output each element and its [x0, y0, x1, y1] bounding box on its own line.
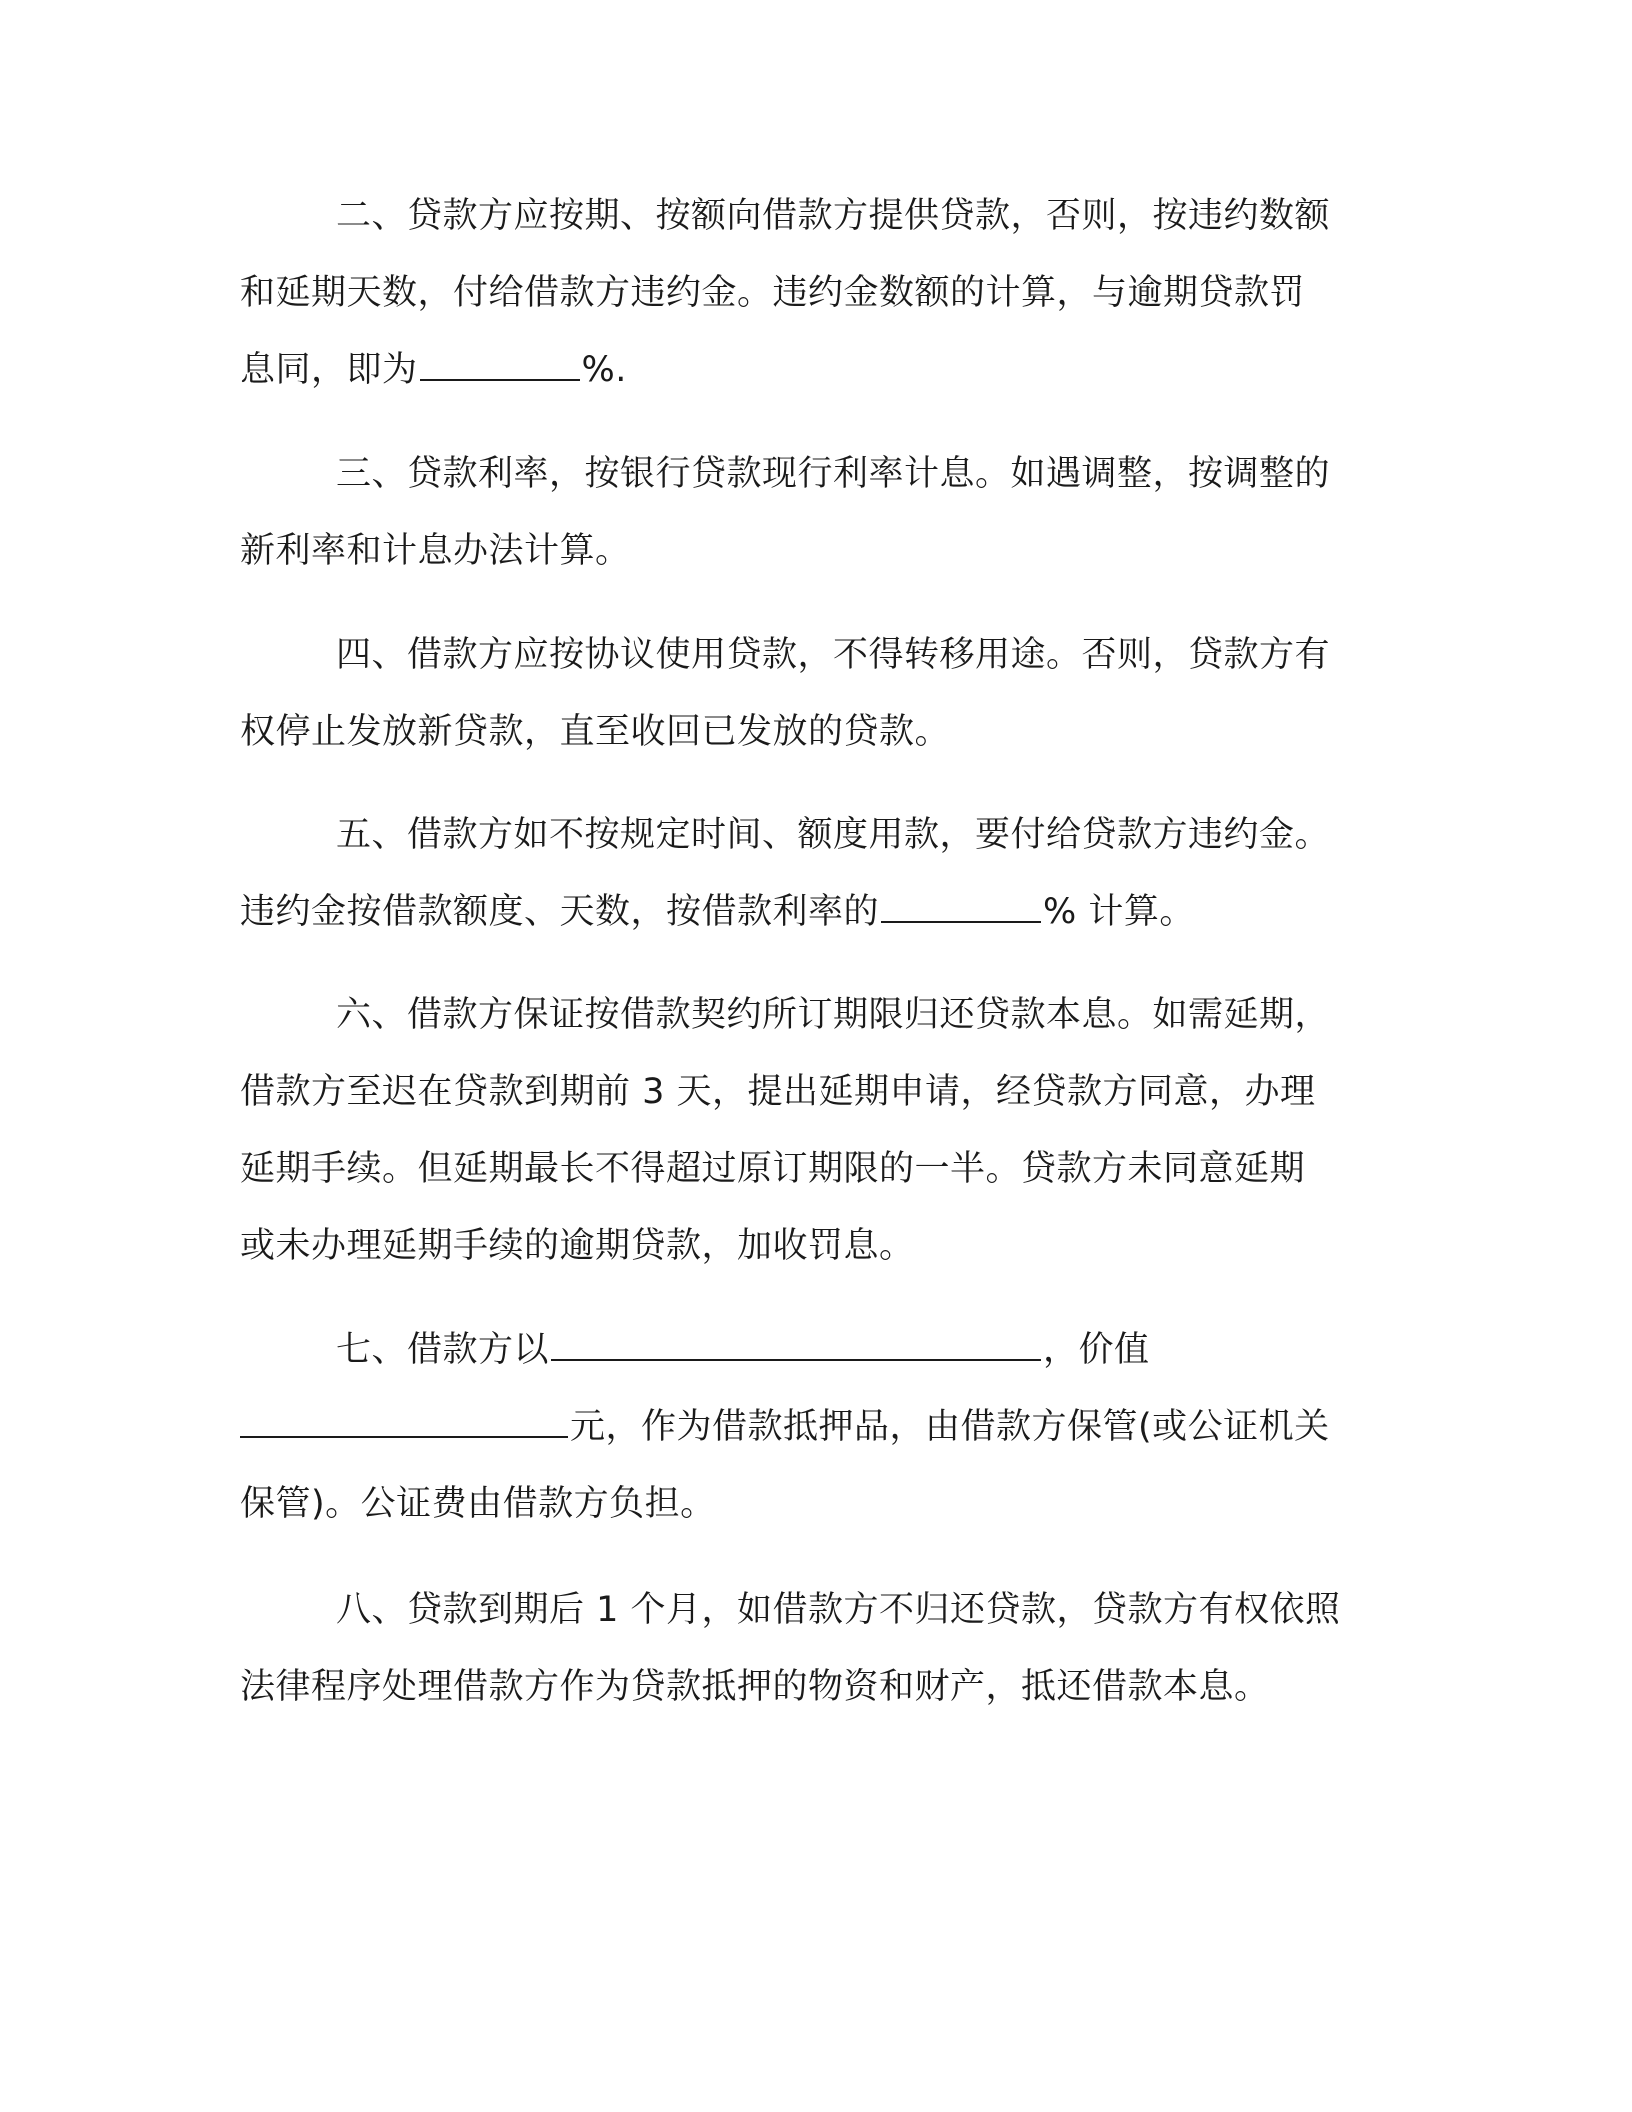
clause-2-line-3-text: 息同，即为 — [240, 350, 418, 390]
clause-7-line-2 — [240, 1389, 1380, 1466]
clause-7-line-1-suffix: ，价值 — [1043, 1330, 1150, 1370]
clause-5-line-2-suffix: % 计算。 — [1043, 892, 1195, 932]
clause-7-line-2-text: 元，作为借款抵押品，由借款方保管(或公证机关 — [570, 1407, 1330, 1447]
clause-3-line-1: 三、贷款利率，按银行贷款现行利率计息。如遇调整，按调整的 — [336, 454, 1331, 494]
clause-8 — [240, 1572, 1380, 1726]
clause-5-line-2-text: 违约金按借款额度、天数，按借款利率的 — [240, 892, 880, 932]
clause-6-line-4: 或未办理延期手续的逾期贷款，加收罚息。 — [240, 1226, 915, 1266]
clause-3 — [240, 436, 1380, 590]
collateral-blank[interactable] — [551, 1329, 1041, 1361]
clause-7-line-3: 保管)。公证费由借款方负担。 — [240, 1484, 716, 1524]
clause-2-line-3 — [240, 332, 1380, 409]
clause-6 — [240, 977, 1380, 1285]
clause-7-line-1-text: 七、借款方以 — [336, 1330, 550, 1370]
clause-5-line-1: 五、借款方如不按规定时间、额度用款，要付给贷款方违约金。 — [336, 815, 1331, 855]
clause-6-line-2: 借款方至迟在贷款到期前 3 天，提出延期申请，经贷款方同意，办理 — [240, 1072, 1316, 1112]
clause-7 — [240, 1312, 1380, 1543]
clause-8-line-2: 法律程序处理借款方作为贷款抵押的物资和财产，抵还借款本息。 — [240, 1667, 1270, 1707]
clause-6-line-1: 六、借款方保证按借款契约所订期限归还贷款本息。如需延期， — [336, 995, 1331, 1035]
clause-5 — [240, 797, 1380, 951]
clause-2-line-2: 和延期天数，付给借款方违约金。违约金数额的计算，与逾期贷款罚 — [240, 273, 1306, 313]
clause-4 — [240, 617, 1380, 771]
clause-2 — [240, 178, 1380, 409]
penalty-rate-blank[interactable] — [420, 349, 580, 381]
clause-2-line-1: 二、贷款方应按期、按额向借款方提供贷款，否则，按违约数额 — [336, 196, 1331, 236]
clause-4-line-2: 权停止发放新贷款，直至收回已发放的贷款。 — [240, 712, 951, 752]
clause-6-line-3: 延期手续。但延期最长不得超过原订期限的一半。贷款方未同意延期 — [240, 1149, 1306, 1189]
clause-5-line-2 — [240, 874, 1380, 951]
collateral-value-blank[interactable] — [240, 1406, 568, 1438]
clause-2-line-3-suffix: %. — [581, 350, 627, 390]
default-rate-blank[interactable] — [881, 891, 1041, 923]
clause-8-line-1: 八、贷款到期后 1 个月，如借款方不归还贷款，贷款方有权依照 — [336, 1590, 1341, 1630]
clause-4-line-1: 四、借款方应按协议使用贷款，不得转移用途。否则，贷款方有 — [336, 635, 1331, 675]
clause-3-line-2: 新利率和计息办法计算。 — [240, 531, 631, 571]
clause-7-line-1 — [240, 1312, 1380, 1389]
